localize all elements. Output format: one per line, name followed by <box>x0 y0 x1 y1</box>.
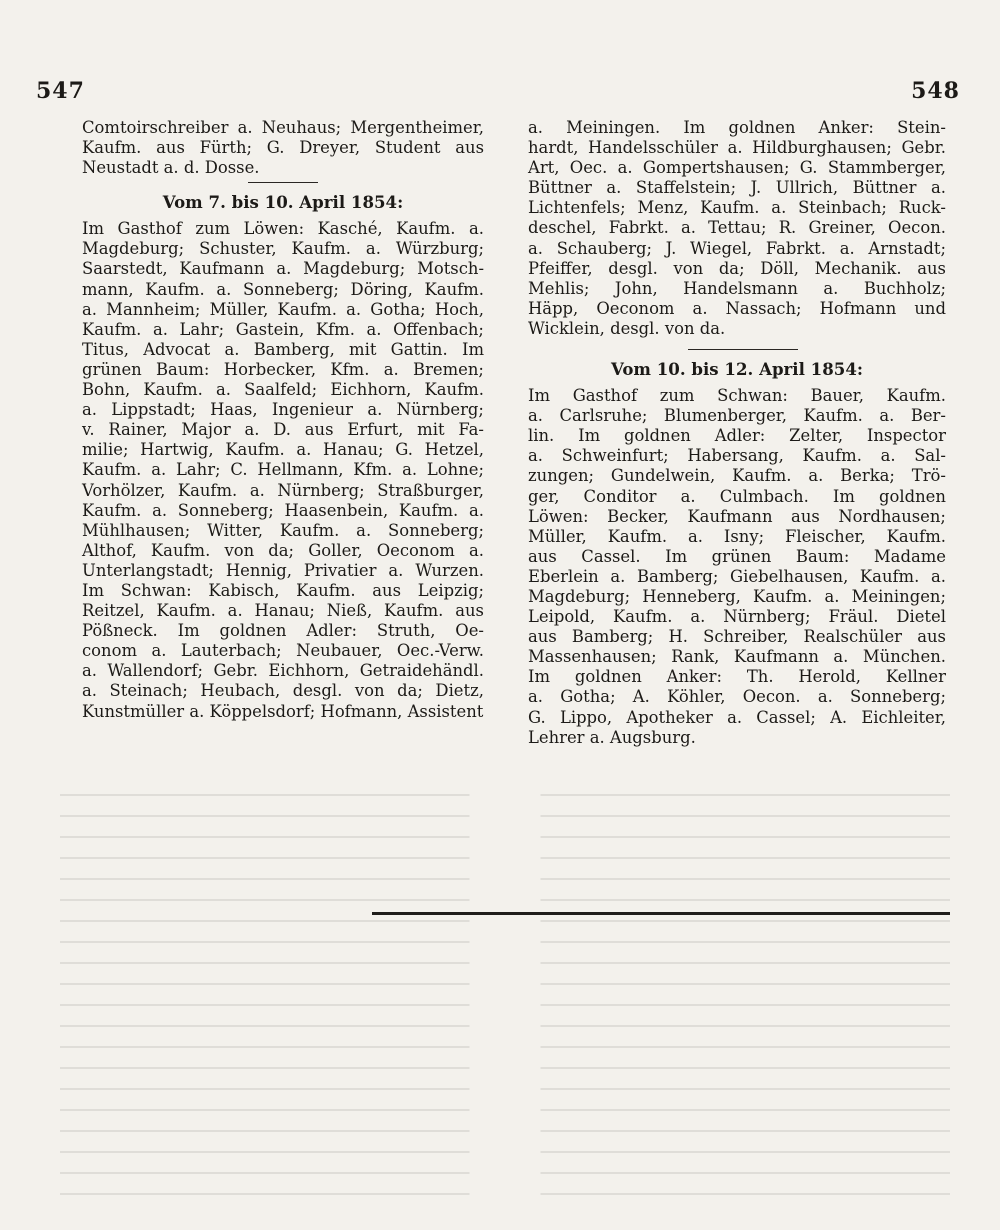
text-line: a. Wallendorf; Gebr. Eichhorn, Getraidehändl. <box>82 661 484 681</box>
text-line: Müller, Kaufm. a. Isny; Fleischer, Kaufm. <box>528 526 946 546</box>
text-line: Kaufm. a. Sonneberg; Haasenbein, Kaufm. a. <box>82 500 484 520</box>
text-line: Neustadt a. d. Dosse. <box>82 158 260 178</box>
short-divider <box>688 349 798 350</box>
text-line: Saarstedt, Kaufmann a. Magdeburg; Motsch- <box>82 259 484 279</box>
text-line: Bohn, Kaufm. a. Saalfeld; Eichhorn, Kaufm. <box>82 380 484 400</box>
left-intro-paragraph <box>82 118 484 178</box>
text-line: Kaufm. a. Lahr; Gastein, Kfm. a. Offenbach; <box>82 319 484 339</box>
text-line: Im goldnen Anker: Th. Herold, Kellner <box>528 667 946 687</box>
text-line: a. Mannheim; Müller, Kaufm. a. Gotha; Hoch, <box>82 299 484 319</box>
text-line: Im Gasthof zum Löwen: Kasché, Kaufm. a. <box>82 219 484 239</box>
text-line: Lichtenfels; Menz, Kaufm. a. Steinbach; Ruck- <box>528 198 946 218</box>
text-line: Mühlhausen; Witter, Kaufm. a. Sonneberg; <box>82 520 484 540</box>
section-divider-rule <box>372 912 950 915</box>
page-number-left: 547 <box>36 78 85 104</box>
text-line: a. Carlsruhe; Blumenberger, Kaufm. a. Ber- <box>528 406 946 426</box>
text-line: a. Lippstadt; Haas, Ingenieur a. Nürnberg; <box>82 400 484 420</box>
text-line: Lehrer a. Augsburg. <box>528 727 696 747</box>
text-line: Magdeburg; Henneberg, Kaufm. a. Meiningen; <box>528 586 946 606</box>
text-line: G. Lippo, Apotheker a. Cassel; A. Eichleiter, <box>528 707 946 727</box>
text-line: aus Cassel. Im grünen Baum: Madame <box>528 546 946 566</box>
text-line: grünen Baum: Horbecker, Kfm. a. Bremen; <box>82 359 484 379</box>
left-column <box>82 118 484 722</box>
text-line: Löwen: Becker, Kaufmann aus Nordhausen; <box>528 506 946 526</box>
text-line: Im Schwan: Kabisch, Kaufm. aus Leipzig; <box>82 580 484 600</box>
text-line: a. Meiningen. Im goldnen Anker: Stein- <box>528 118 946 137</box>
text-line: hardt, Handelsschüler a. Hildburghausen; Gebr. <box>528 138 946 158</box>
text-line: Kaufm. aus Fürth; G. Dreyer, Student aus <box>82 138 484 158</box>
text-line: mann, Kaufm. a. Sonneberg; Döring, Kaufm. <box>82 279 484 299</box>
text-line: Leipold, Kaufm. a. Nürnberg; Fräul. Dietel <box>528 607 946 627</box>
text-line: conom a. Lauterbach; Neubauer, Oec.-Verw. <box>82 641 484 661</box>
text-line: ger, Conditor a. Culmbach. Im goldnen <box>528 486 946 506</box>
right-guest-list <box>528 386 946 748</box>
text-line: Massenhausen; Rank, Kaufmann a. München. <box>528 647 946 667</box>
text-line: Kaufm. a. Lahr; C. Hellmann, Kfm. a. Lohne; <box>82 460 484 480</box>
left-guest-list <box>82 219 484 721</box>
text-line: Vorhölzer, Kaufm. a. Nürnberg; Straßburger, <box>82 480 484 500</box>
text-line: Comtoirschreiber a. Neuhaus; Mergentheimer, <box>82 118 484 137</box>
text-line: Im Gasthof zum Schwan: Bauer, Kaufm. <box>528 386 946 406</box>
text-line: aus Bamberg; H. Schreiber, Realschüler aus <box>528 627 946 647</box>
short-divider <box>248 182 318 183</box>
text-line: lin. Im goldnen Adler: Zelter, Inspector <box>528 426 946 446</box>
text-line: Althof, Kaufm. von da; Goller, Oeconom a. <box>82 540 484 560</box>
right-column <box>528 118 946 748</box>
text-line: v. Rainer, Major a. D. aus Erfurt, mit Fa- <box>82 420 484 440</box>
text-line: a. Schauberg; J. Wiegel, Fabrkt. a. Arnstadt; <box>528 238 946 258</box>
date-heading-left: Vom 7. bis 10. April 1854: <box>162 192 404 213</box>
bleed-through-texture <box>60 780 950 1200</box>
text-line: Büttner a. Staffelstein; J. Ullrich, Büttner a. <box>528 178 946 198</box>
text-line: a. Gotha; A. Köhler, Oecon. a. Sonneberg; <box>528 687 946 707</box>
text-line: a. Steinach; Heubach, desgl. von da; Dietz, <box>82 681 484 701</box>
text-line: Wicklein, desgl. von da. <box>528 318 726 338</box>
text-line: milie; Hartwig, Kaufm. a. Hanau; G. Hetzel, <box>82 440 484 460</box>
right-intro-paragraph <box>528 118 946 339</box>
text-line: deschel, Fabrkt. a. Tettau; R. Greiner, Oecon. <box>528 218 946 238</box>
text-line: a. Schweinfurt; Habersang, Kaufm. a. Sal- <box>528 446 946 466</box>
text-line: Pfeiffer, desgl. von da; Döll, Mechanik. aus <box>528 258 946 278</box>
date-heading-right: Vom 10. bis 12. April 1854: <box>611 359 863 380</box>
text-line: Eberlein a. Bamberg; Giebelhausen, Kaufm. a. <box>528 566 946 586</box>
text-line: zungen; Gundelwein, Kaufm. a. Berka; Trö- <box>528 466 946 486</box>
text-line: Titus, Advocat a. Bamberg, mit Gattin. Im <box>82 339 484 359</box>
text-line: Pößneck. Im goldnen Adler: Struth, Oe- <box>82 621 484 641</box>
page-number-right: 548 <box>911 78 960 104</box>
text-line: Reitzel, Kaufm. a. Hanau; Nieß, Kaufm. aus <box>82 601 484 621</box>
text-line: Mehlis; John, Handelsmann a. Buchholz; <box>528 278 946 298</box>
text-line: Kunstmüller a. Köppelsdorf; Hofmann, Assistent <box>82 701 484 721</box>
text-line: Art, Oec. a. Gompertshausen; G. Stammberger, <box>528 158 946 178</box>
text-line: Magdeburg; Schuster, Kaufm. a. Würzburg; <box>82 239 484 259</box>
text-line: Häpp, Oeconom a. Nassach; Hofmann und <box>528 298 946 318</box>
text-line: Unterlangstadt; Hennig, Privatier a. Wurzen. <box>82 560 484 580</box>
